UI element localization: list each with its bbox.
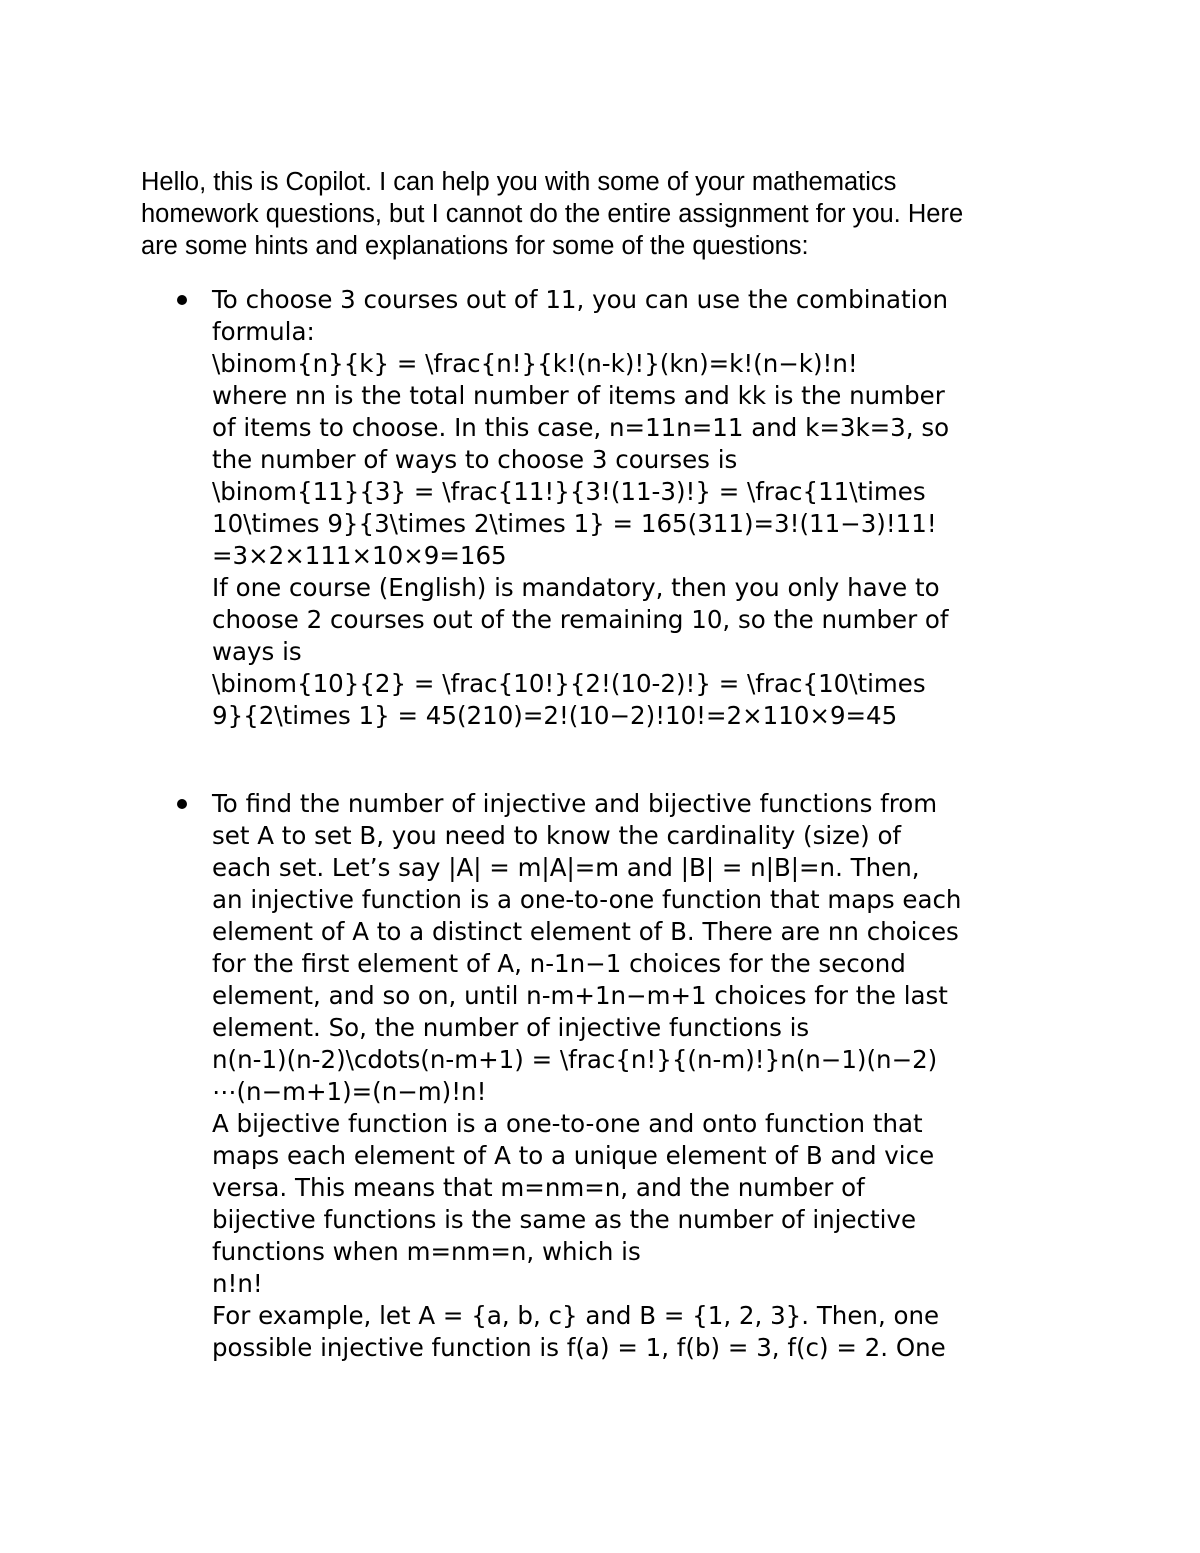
bullet-icon bbox=[177, 799, 187, 809]
bullet-icon bbox=[177, 295, 187, 305]
combinations-explanation: To choose 3 courses out of 11, you can use the combination formula: \binom{n}{k} = \frac{n!}{k!(n-k)!}(kn)=k!(n−k)!n! where nn is the total number of items and kk is the number of items to choose. In this case, n=11n=11 and k=3k=3, so the number of ways to choose 3 courses is \binom{11}{3} = \frac{11!}{3!(11-3)!} = \frac{11\times 10\times 9}{3\times 2\times 1} = 165(311)=3!(11−3)!11! =3×2×111×10×9=165 If one course (English) is mandatory, then you only have to choose 2 courses out of the remaining 10, so the number of ways is \binom{10}{2} = \frac{10!}{2!(10-2)!} = \frac{10\times 9}{2\times 1} = 45(210)=2!(10−2)!10!=2×110×9=45 bbox=[212, 285, 950, 730]
functions-explanation: To find the number of injective and bijective functions from set A to set B, you need to know the cardinality (size) of each set. Let’s say |A| = m|A|=m and |B| = n|B|=n. Then, an injective function is a one-to-one function that maps each element of A to a distinct element of B. There are nn choices for the first element of A, n-1n−1 choices for the second element, and so on, until n-m+1n−m+1 choices for the last element. So, the number of injective functions is n(n-1)(n-2)\cdots(n-m+1) = \frac{n!}{(n-m)!}n(n−1)(n−2) ⋯(n−m+1)=(n−m)!n! A bijective function is a one-to-one and onto function that maps each element of A to a unique element of B and vice versa. This means that m=nm=n, and the number of bijective functions is the same as the number of injective functions when m=nm=n, which is n!n! For example, let A = {a, b, c} and B = {1, 2, 3}. Then, one possible injective function is f(a) = 1, f(b) = 3, f(c) = 2. One bbox=[212, 789, 962, 1362]
intro-paragraph: Hello, this is Copilot. I can help you with some of your mathematics homework questions, but I cannot do the entire assignment for you. Here are some hints and explanations for some of the questions: bbox=[141, 168, 964, 260]
